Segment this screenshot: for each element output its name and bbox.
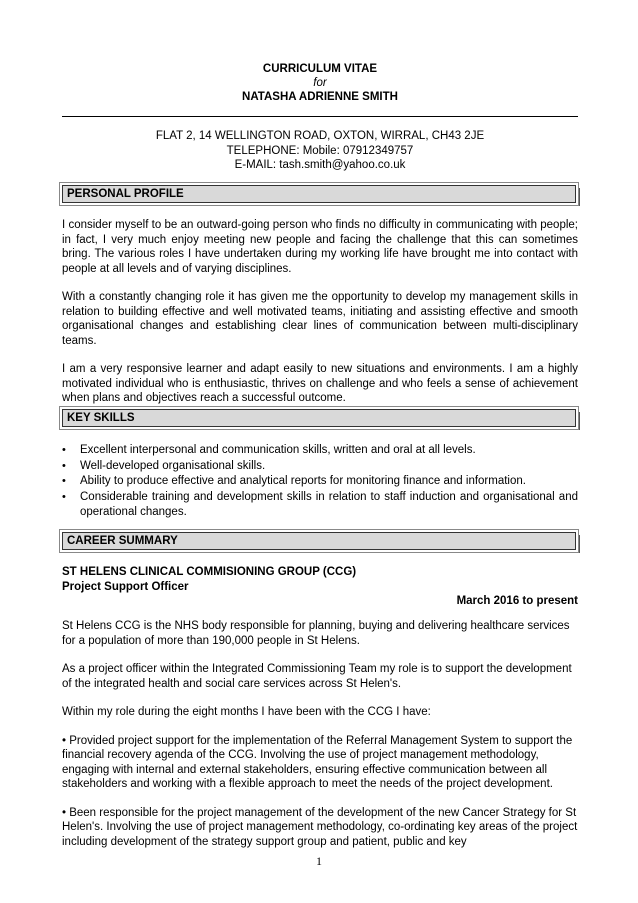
job-title: Project Support Officer — [62, 580, 189, 593]
career-summary-body — [62, 565, 578, 609]
career-paragraph: St Helens CCG is the NHS body responsible for planning, buying and delivering healthcare services for a population of more than 190,000 people in St Helens. — [62, 620, 570, 647]
candidate-name: NATASHA ADRIENNE SMITH — [242, 91, 398, 103]
list-item — [62, 443, 578, 458]
page-number: 1 — [316, 854, 322, 868]
skill-text: Considerable training and development skills in relation to staff induction and organisational and operational changes. — [80, 491, 578, 518]
profile-paragraph: With a constantly changing role it has given me the opportunity to develop my management skills in relation to building effective and well motivated teams, initiating and assisting effective and smooth organisational changes and establishing clear lines of communication between multi-disciplinary teams. — [62, 291, 578, 347]
profile-paragraph: I am a very responsive learner and adapt easily to new situations and environments. I am a highly motivated individual who is enthusiastic, thrives on challenge and who feels a sense of achievement when plans and objectives reach a successful outcome. — [62, 363, 578, 404]
cv-header — [62, 62, 578, 104]
skill-text: Excellent interpersonal and communication skills, written and oral at all levels. — [80, 444, 476, 456]
career-paragraph: Within my role during the eight months I have been with the CCG I have: — [62, 706, 431, 718]
address: FLAT 2, 14 WELLINGTON ROAD, OXTON, WIRRAL, CH43 2JE — [155, 130, 485, 142]
section-heading-career-summary: CAREER SUMMARY — [62, 532, 576, 550]
telephone: TELEPHONE: Mobile: 07912349757 — [226, 144, 414, 157]
section-heading-key-skills: KEY SKILLS — [62, 409, 576, 427]
career-paragraph: • Provided project support for the implementation of the Referral Management System to support the financial recovery agenda of the CCG. Involving the use of project management methodology, engaging with internal and external stakeholders, ensuring effective communication between all stakeholders and working with a flexible approach to meet the needs of the project development. — [62, 734, 573, 790]
document-title: CURRICULUM VITAE — [262, 63, 378, 75]
profile-paragraph: I consider myself to be an outward-going person who finds no difficulty in communicating with people; in fact, I very much enjoy meeting new people and facing the challenge that this can sometimes bring. The various roles I have undertaken during my working life have brought me into contact with people at all levels and of varying disciplines. — [62, 219, 578, 275]
bullet-icon: • — [62, 444, 66, 456]
skill-text: Ability to produce effective and analytical reports for monitoring finance and information. — [80, 475, 526, 488]
list-item — [62, 474, 578, 489]
key-skills-list — [62, 443, 578, 520]
career-description — [62, 619, 578, 849]
header-divider — [62, 116, 578, 117]
bullet-icon: • — [62, 491, 66, 504]
skill-text: Well-developed organisational skills. — [80, 459, 266, 472]
personal-profile-body — [62, 218, 578, 406]
email: E-MAIL: tash.smith@yahoo.co.uk — [234, 159, 406, 171]
section-heading-personal-profile: PERSONAL PROFILE — [62, 185, 576, 203]
for-label: for — [313, 77, 327, 89]
list-item — [62, 459, 578, 474]
list-item — [62, 490, 578, 519]
employment-dates: March 2016 to present — [456, 595, 578, 607]
career-paragraph: • Been responsible for the project management of the development of the new Cancer Strategy for St Helen's. Involving the use of project management methodology, co-ordinating key areas of the project including development of the strategy support group and patient, public and key — [62, 806, 578, 848]
contact-details — [62, 129, 578, 173]
bullet-icon: • — [62, 459, 66, 472]
bullet-icon: • — [62, 475, 66, 488]
career-paragraph: As a project officer within the Integrated Commissioning Team my role is to support the development of the integrated health and social care services across St Helen's. — [62, 663, 572, 690]
employer-name: ST HELENS CLINICAL COMMISIONING GROUP (CCG) — [62, 566, 357, 578]
